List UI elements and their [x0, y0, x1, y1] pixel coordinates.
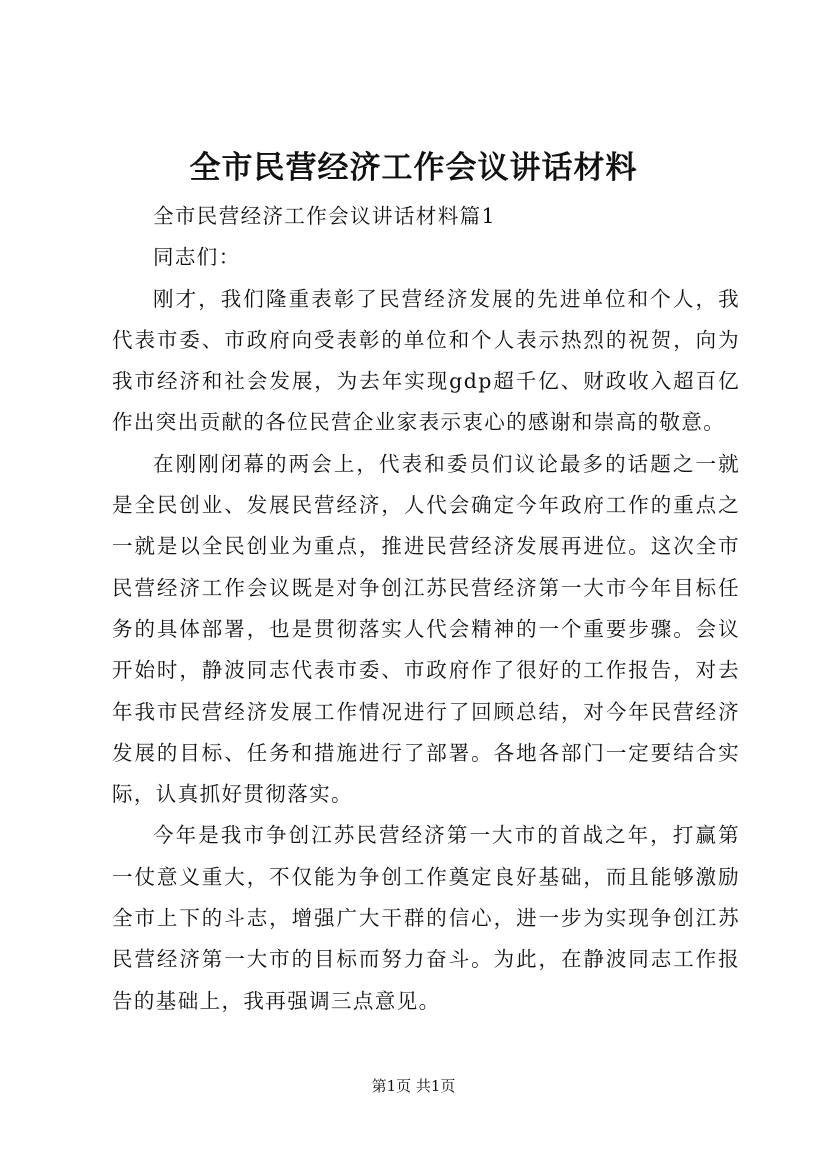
subtitle-line: 全市民营经济工作会议讲话材料篇1 [153, 204, 496, 228]
paragraph: 在刚刚闭幕的两会上，代表和委员们议论最多的话题之一就是全民创业、发展民营经济，人代会确定今年政府工作的重点之一就是以全民创业为重点，推进民营经济发展再进位。这次全市民营经济工作会议既是对争创江苏民营经济第一大市今年目标任务的具体部署，也是贯彻落实人代会精神的一个重要步骤。会议开始时，静波同志代表市委、市政府作了很好的工作报告，对去年我市民营经济发展工作情况进行了回顾总结，对今年民营经济发展的目标、任务和措施进行了部署。各地各部门一定要结合实际，认真抓好贯彻落实。 [112, 451, 740, 807]
paragraph: 今年是我市争创江苏民营经济第一大市的首战之年，打赢第一仗意义重大，不仅能为争创工作奠定良好基础，而且能够激励全市上下的斗志，增强广大干群的信心，进一步为实现争创江苏民营经济第一大市的目标而努力奋斗。为此，在静波同志工作报告的基础上，我再强调三点意见。 [112, 823, 740, 1013]
salutation-line: 同志们： [153, 245, 241, 270]
paragraph: 刚才，我们隆重表彰了民营经济发展的先进单位和个人，我代表市委、市政府向受表彰的单位和个人表示热烈的祝贺，向为我市经济和社会发展，为去年实现gdp超千亿、财政收入超百亿作出突出贡献的各位民营企业家表示衷心的感谢和崇高的敬意。 [112, 286, 740, 435]
document-body [112, 196, 740, 1022]
page-footer: 第1页 共1页 [371, 1077, 456, 1095]
document-title: 全市民营经济工作会议讲话材料 [189, 150, 638, 186]
